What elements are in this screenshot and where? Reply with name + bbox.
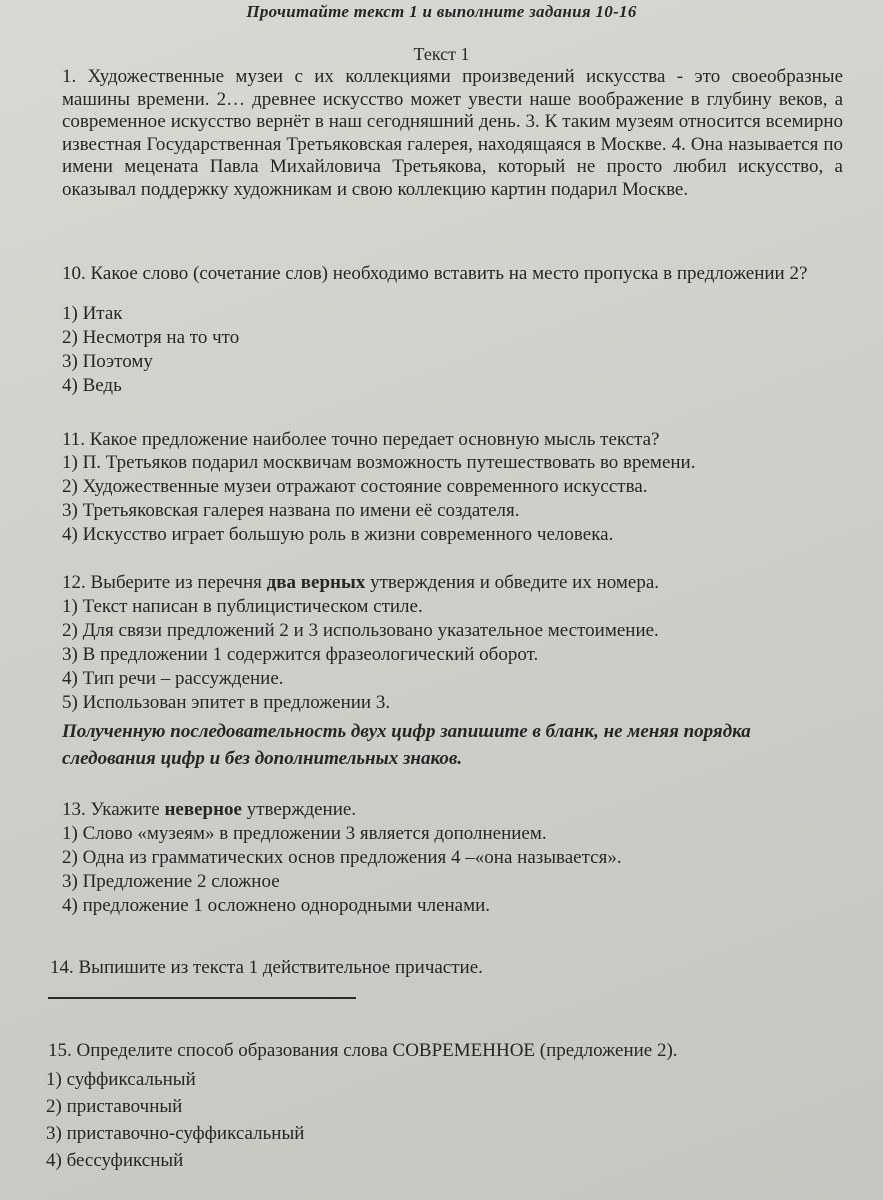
q10-options [62,302,843,398]
passage: 1. Художественные музеи с их коллекциями произведений искусства - это своеобразные машины времени. 2… древнее искусство может увести наше воображение в глубину веков, а современное искусство вернёт в наш сегодняшний день. 3. К таким музеям относится всемирно известная Государственная Третьяковская галерея, находящаяся в Москве. 4. Она называется по имени мецената Павла Михайловича Третьякова, который не просто любил искусство, а оказывал поддержку художникам и свою коллекцию картин подарил Москве. [62,66,843,200]
q12-question [62,571,843,594]
q12-options [62,595,843,715]
q10-option-1: 1) Итак [62,303,123,324]
q11-option-2: 2) Художественные музеи отражают состояние современного искусства. [62,476,648,497]
q15-question: 15. Определите способ образования слова СОВРЕМЕННОЕ (предложение 2). [48,1040,678,1061]
q13-option-3: 3) Предложение 2 сложное [62,871,280,892]
q14-answer-line[interactable] [48,997,356,999]
q13-question-start: 13. Укажите [62,799,165,820]
q15-option-4: 4) бессуфиксный [46,1150,184,1171]
q13-question-emphasis: неверное [164,799,242,820]
q10-question: 10. Какое слово (сочетание слов) необходимо вставить на место пропуска в предложении 2? [62,263,808,284]
q12-question-end: утверждения и обведите их номера. [365,572,660,593]
q10-option-4: 4) Ведь [62,375,122,396]
q13-question [62,798,843,821]
q13-option-2: 2) Одна из грамматических основ предложения 4 –«она называется». [62,847,622,868]
page-header: Прочитайте текст 1 и выполните задания 10-16 [246,2,637,21]
q11-option-4: 4) Искусство играет большую роль в жизни современного человека. [62,524,614,545]
q15-option-3: 3) приставочно-суффиксальный [46,1123,305,1144]
q13-option-1: 1) Слово «музеям» в предложении 3 является дополнением. [62,823,547,844]
q15-options [46,1066,843,1174]
q10-option-3: 3) Поэтому [62,351,153,372]
text-title: Текст 1 [413,44,470,64]
q12-option-2: 2) Для связи предложений 2 и 3 использовано указательное местоимение. [62,620,659,641]
q15-option-1: 1) суффиксальный [46,1069,196,1090]
q11-option-1: 1) П. Третьяков подарил москвичам возможность путешествовать во времени. [62,452,696,473]
q10-option-2: 2) Несмотря на то что [62,327,240,348]
q14-question: 14. Выпишите из текста 1 действительное причастие. [50,957,483,978]
q13-question-end: утверждение. [241,799,357,820]
q12-option-4: 4) Тип речи – рассуждение. [62,668,284,689]
q11-option-3: 3) Третьяковская галерея названа по имени её создателя. [62,500,520,521]
q12-question-emphasis: два верных [266,572,366,593]
q12-option-3: 3) В предложении 1 содержится фразеологический оборот. [62,644,539,665]
q13-options [62,822,843,918]
q12-option-5: 5) Использован эпитет в предложении 3. [62,692,391,713]
q13-option-4: 4) предложение 1 осложнено однородными членами. [62,895,491,916]
q11-question: 11. Какое предложение наиболее точно передает основную мысль текста? [62,429,660,450]
q11-options [62,451,843,547]
q12-question-start: 12. Выберите из перечня [62,572,267,593]
q15-option-2: 2) приставочный [46,1096,183,1117]
q12-option-1: 1) Текст написан в публицистическом стиле. [62,596,423,617]
q12-instruction: Полученную последовательность двух цифр запишите в бланк, не меняя порядка следования цифр и без дополнительных знаков. [62,721,751,769]
